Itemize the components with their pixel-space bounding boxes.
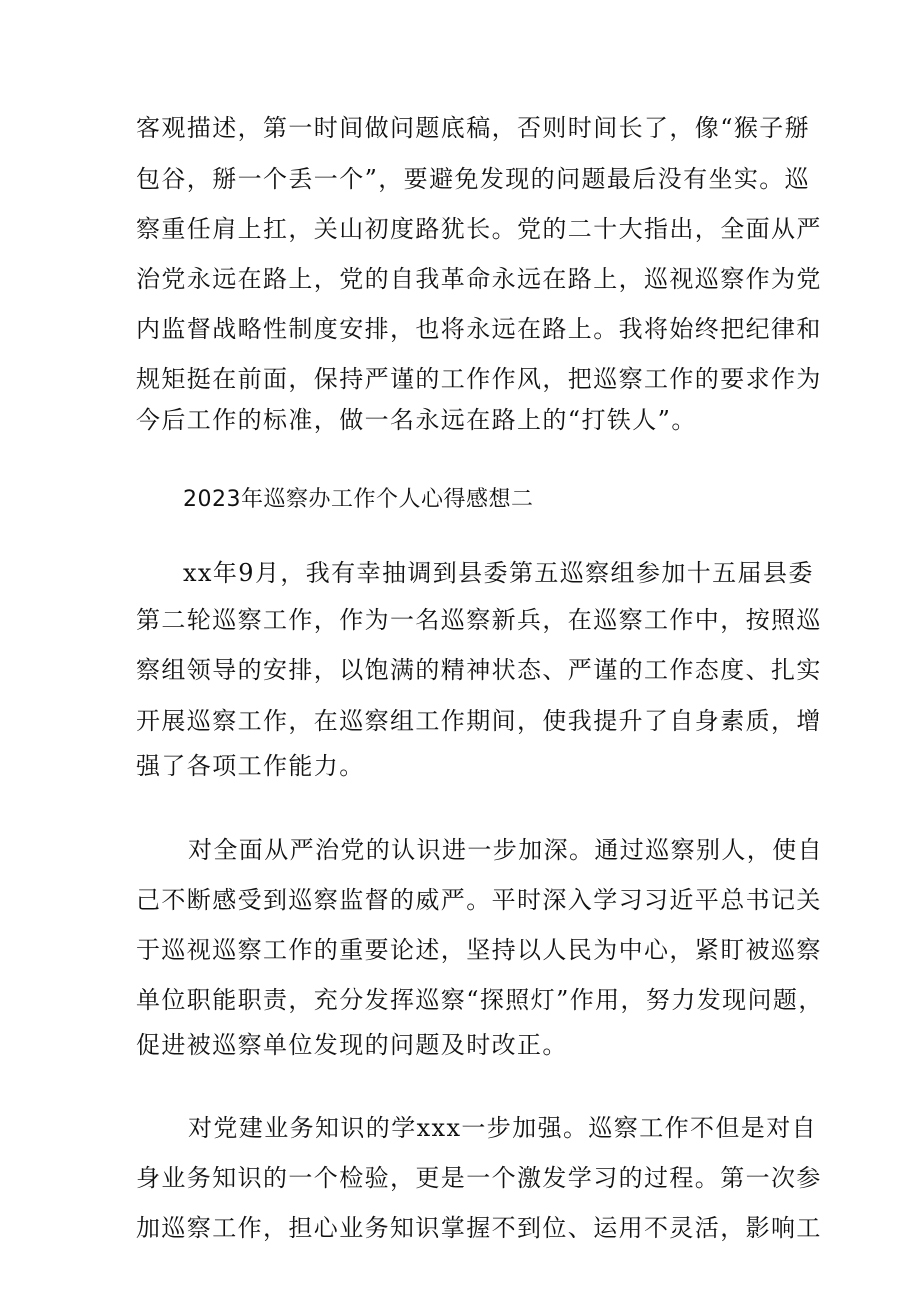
text-line: 规矩挺在前面，保持严谨的工作作风，把巡察工作的要求作为 — [136, 365, 822, 393]
text-line: 单位职能职责，充分发挥巡察“探照灯”作用，努力发现问题， — [136, 986, 824, 1014]
text-line: 对全面从严治党的认识进一步加深。通过巡察别人，使自 — [188, 836, 823, 864]
text-line: 察组领导的安排，以饱满的精神状态、严谨的工作态度、扎实 — [136, 656, 822, 684]
section-title: 2023年巡察办工作个人心得感想二 — [183, 487, 534, 512]
text-line: 治党永远在路上，党的自我革命永远在路上，巡视巡察作为党 — [136, 265, 822, 293]
text-line: 察重任肩上扛，关山初度路犹长。党的二十大指出，全面从严 — [136, 215, 822, 243]
text-line: 第二轮巡察工作，作为一名巡察新兵，在巡察工作中，按照巡 — [136, 606, 822, 634]
text-line: 今后工作的标准，做一名永远在路上的“打铁人”。 — [136, 406, 697, 434]
text-line: xx年9月，我有幸抽调到县委第五巡察组参加十五届县委 — [183, 559, 814, 587]
text-line: 开展巡察工作，在巡察组工作期间，使我提升了自身素质，增 — [136, 707, 822, 735]
text-line: 对党建业务知识的学xxx一步加强。巡察工作不但是对自 — [188, 1114, 818, 1142]
text-line: 包谷，掰一个丢一个”，要避免发现的问题最后没有坐实。巡 — [136, 165, 811, 193]
text-line: 内监督战略性制度安排，也将永远在路上。我将始终把纪律和 — [136, 315, 822, 343]
text-line: 身业务知识的一个检验，更是一个激发学习的过程。第一次参 — [136, 1164, 822, 1192]
text-line: 于巡视巡察工作的重要论述，坚持以人民为中心，紧盯被巡察 — [136, 936, 822, 964]
text-line: 加巡察工作，担心业务知识掌握不到位、运用不灵活，影响工 — [136, 1214, 822, 1242]
text-line: 促进被巡察单位发现的问题及时改正。 — [136, 1031, 568, 1059]
text-line: 客观描述，第一时间做问题底稿，否则时间长了，像“猴子掰 — [136, 114, 811, 142]
text-line: 强了各项工作能力。 — [136, 752, 365, 780]
text-line: 己不断感受到巡察监督的威严。平时深入学习习近平总书记关 — [136, 886, 822, 914]
